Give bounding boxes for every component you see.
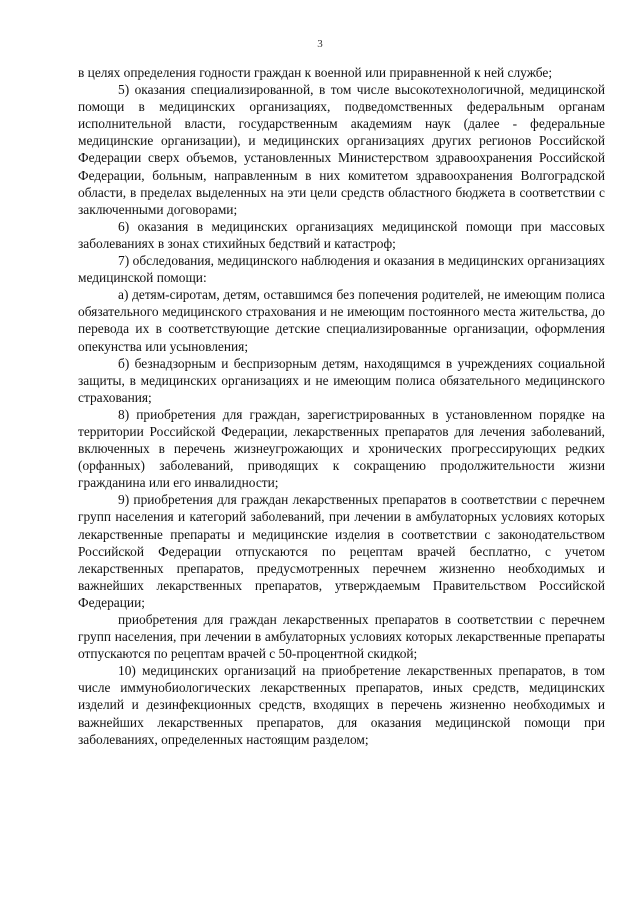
page-number: 3 [317,38,323,50]
paragraph-item-7: 7) обследования, медицинского наблюдения и оказания в медицинских организациях медицинской помощи: [78,253,605,286]
paragraph-item-7a: а) детям-сиротам, детям, оставшимся без попечения родителей, не имеющим полиса обязательного медицинского страхования и не имеющим постоянного места жительства, до перевода их в соответствующие детские специализированные организации, оформления опекунства или усыновления; [78,287,605,354]
paragraph-item-9: 9) приобретения для граждан лекарственных препаратов в соответствии с перечнем групп населения и категорий заболеваний, при лечении в амбулаторных условиях которых лекарственные препараты и медицинские изделия в соответствии с законодательством Российской Федерации отпускаются по рецептам врачей бесплатно, с учетом лекарственных препаратов, предусмотренных перечнем жизненно необходимых и важнейших лекарственных препаратов, утверждаемым Правительством Российской Федерации; [78,492,605,610]
paragraph-item-10: 10) медицинских организаций на приобретение лекарственных препаратов, в том числе иммунобиологических лекарственных препаратов, иных средств, медицинских изделий и дезинфекционных средств, входящих в перечень жизненно необходимых и важнейших лекарственных препаратов, для оказания медицинской помощи при заболеваниях, определенных настоящим разделом; [78,663,605,747]
document-body [78,64,605,748]
paragraph-item-5: 5) оказания специализированной, в том числе высокотехнологичной, медицинской помощи в медицинских организациях, подведомственных федеральным органам исполнительной власти, государственным академиям наук (далее - федеральные медицинские организации), и медицинских организациях других регионов Российской Федерации сверх объемов, установленных Министерством здравоохранения Российской Федерации, больным, направленным в них комитетом здравоохранения Волгоградской области, в пределах выделенных на эти цели средств областного бюджета в соответствии с заключенными договорами; [78,82,605,217]
paragraph-continuation: в целях определения годности граждан к военной или приравненной к ней службе; [78,65,553,80]
paragraph-item-8: 8) приобретения для граждан, зарегистрированных в установленном порядке на территории Российской Федерации, лекарственных препаратов для лечения заболеваний, включенных в перечень жизнеугрожающих и хронических прогрессирующих редких (орфанных) заболеваний, приводящих к сокращению продолжительности жизни гражданина или его инвалидности; [78,406,605,491]
paragraph-item-7b: б) безнадзорным и беспризорным детям, находящимся в учреждениях социальной защиты, в медицинских организациях и не имеющим полиса обязательного медицинского страхования; [78,355,605,405]
paragraph-item-9-discount: приобретения для граждан лекарственных препаратов в соответствии с перечнем групп населения, при лечении в амбулаторных условиях которых лекарственные препараты отпускаются по рецептам врачей с 50-процентной скидкой; [78,612,605,662]
paragraph-item-6: 6) оказания в медицинских организациях медицинской помощи при массовых заболеваниях в зонах стихийных бедствий и катастроф; [78,218,605,251]
